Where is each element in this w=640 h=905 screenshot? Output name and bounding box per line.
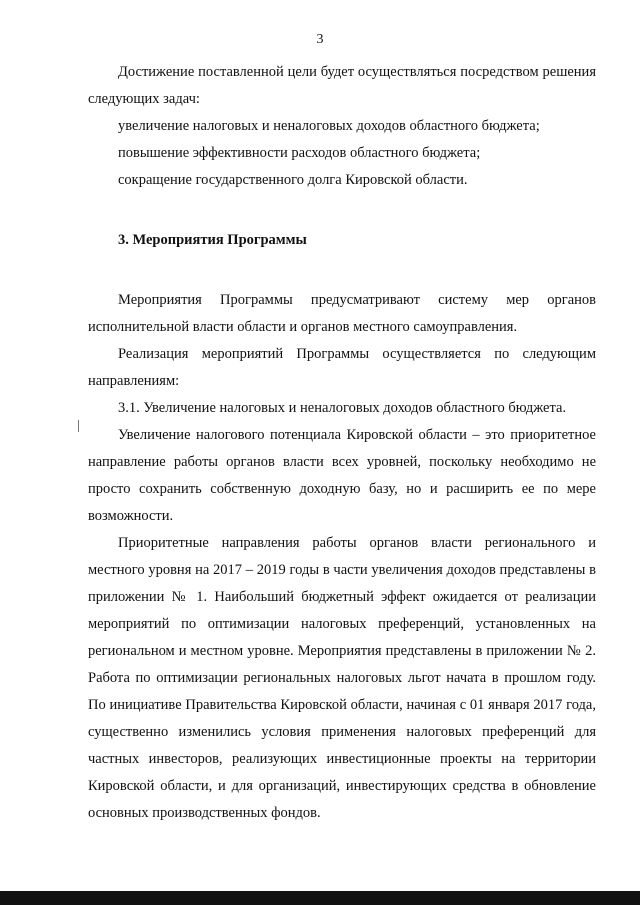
intro-paragraph: Достижение поставленной цели будет осуществляться посредством решения следующих задач: <box>88 64 596 107</box>
task-item-1: увеличение налоговых и неналоговых доходов областного бюджета; <box>118 118 540 134</box>
document-body <box>88 59 596 827</box>
section-heading: 3. Мероприятия Программы <box>118 232 307 248</box>
scan-artifact <box>78 420 79 432</box>
task-item-2: повышение эффективности расходов областного бюджета; <box>118 145 481 161</box>
section-paragraph-1: Мероприятия Программы предусматривают систему мер органов исполнительной власти области и органов местного самоуправления. <box>88 292 596 335</box>
task-item-3: сокращение государственного долга Кировской области. <box>118 172 468 188</box>
section-paragraph-2: Реализация мероприятий Программы осуществляется по следующим направлениям: <box>88 346 596 389</box>
scan-bottom-edge <box>0 891 640 905</box>
section-paragraph-3: Увеличение налогового потенциала Кировской области – это приоритетное направление работы органов власти всех уровней, поскольку необходимо не просто сохранить собственную доходную базу, но и расширить ее по мере возможности. <box>88 427 596 524</box>
subsection-title: 3.1. Увеличение налоговых и неналоговых доходов областного бюджета. <box>118 400 567 416</box>
page-number: 3 <box>316 32 324 47</box>
section-paragraph-4: Приоритетные направления работы органов власти регионального и местного уровня на 2017 – 2019 годы в части увеличения доходов представлены в приложении № 1. Наибольший бюджетный эффект ожидается от реализации мероприятий по оптимизации налоговых преференций, установленных на региональном и местном уровне. Мероприятия представлены в приложении № 2. Работа по оптимизации региональных налоговых льгот начата в прошлом году. По инициативе Правительства Кировской области, начиная с 01 января 2017 года, существенно изменились условия применения налоговых преференций для частных инвесторов, реализующих инвестиционные проекты на территории Кировской области, и для организаций, инвестирующих средства в обновление основных производственных фондов. <box>88 535 596 821</box>
